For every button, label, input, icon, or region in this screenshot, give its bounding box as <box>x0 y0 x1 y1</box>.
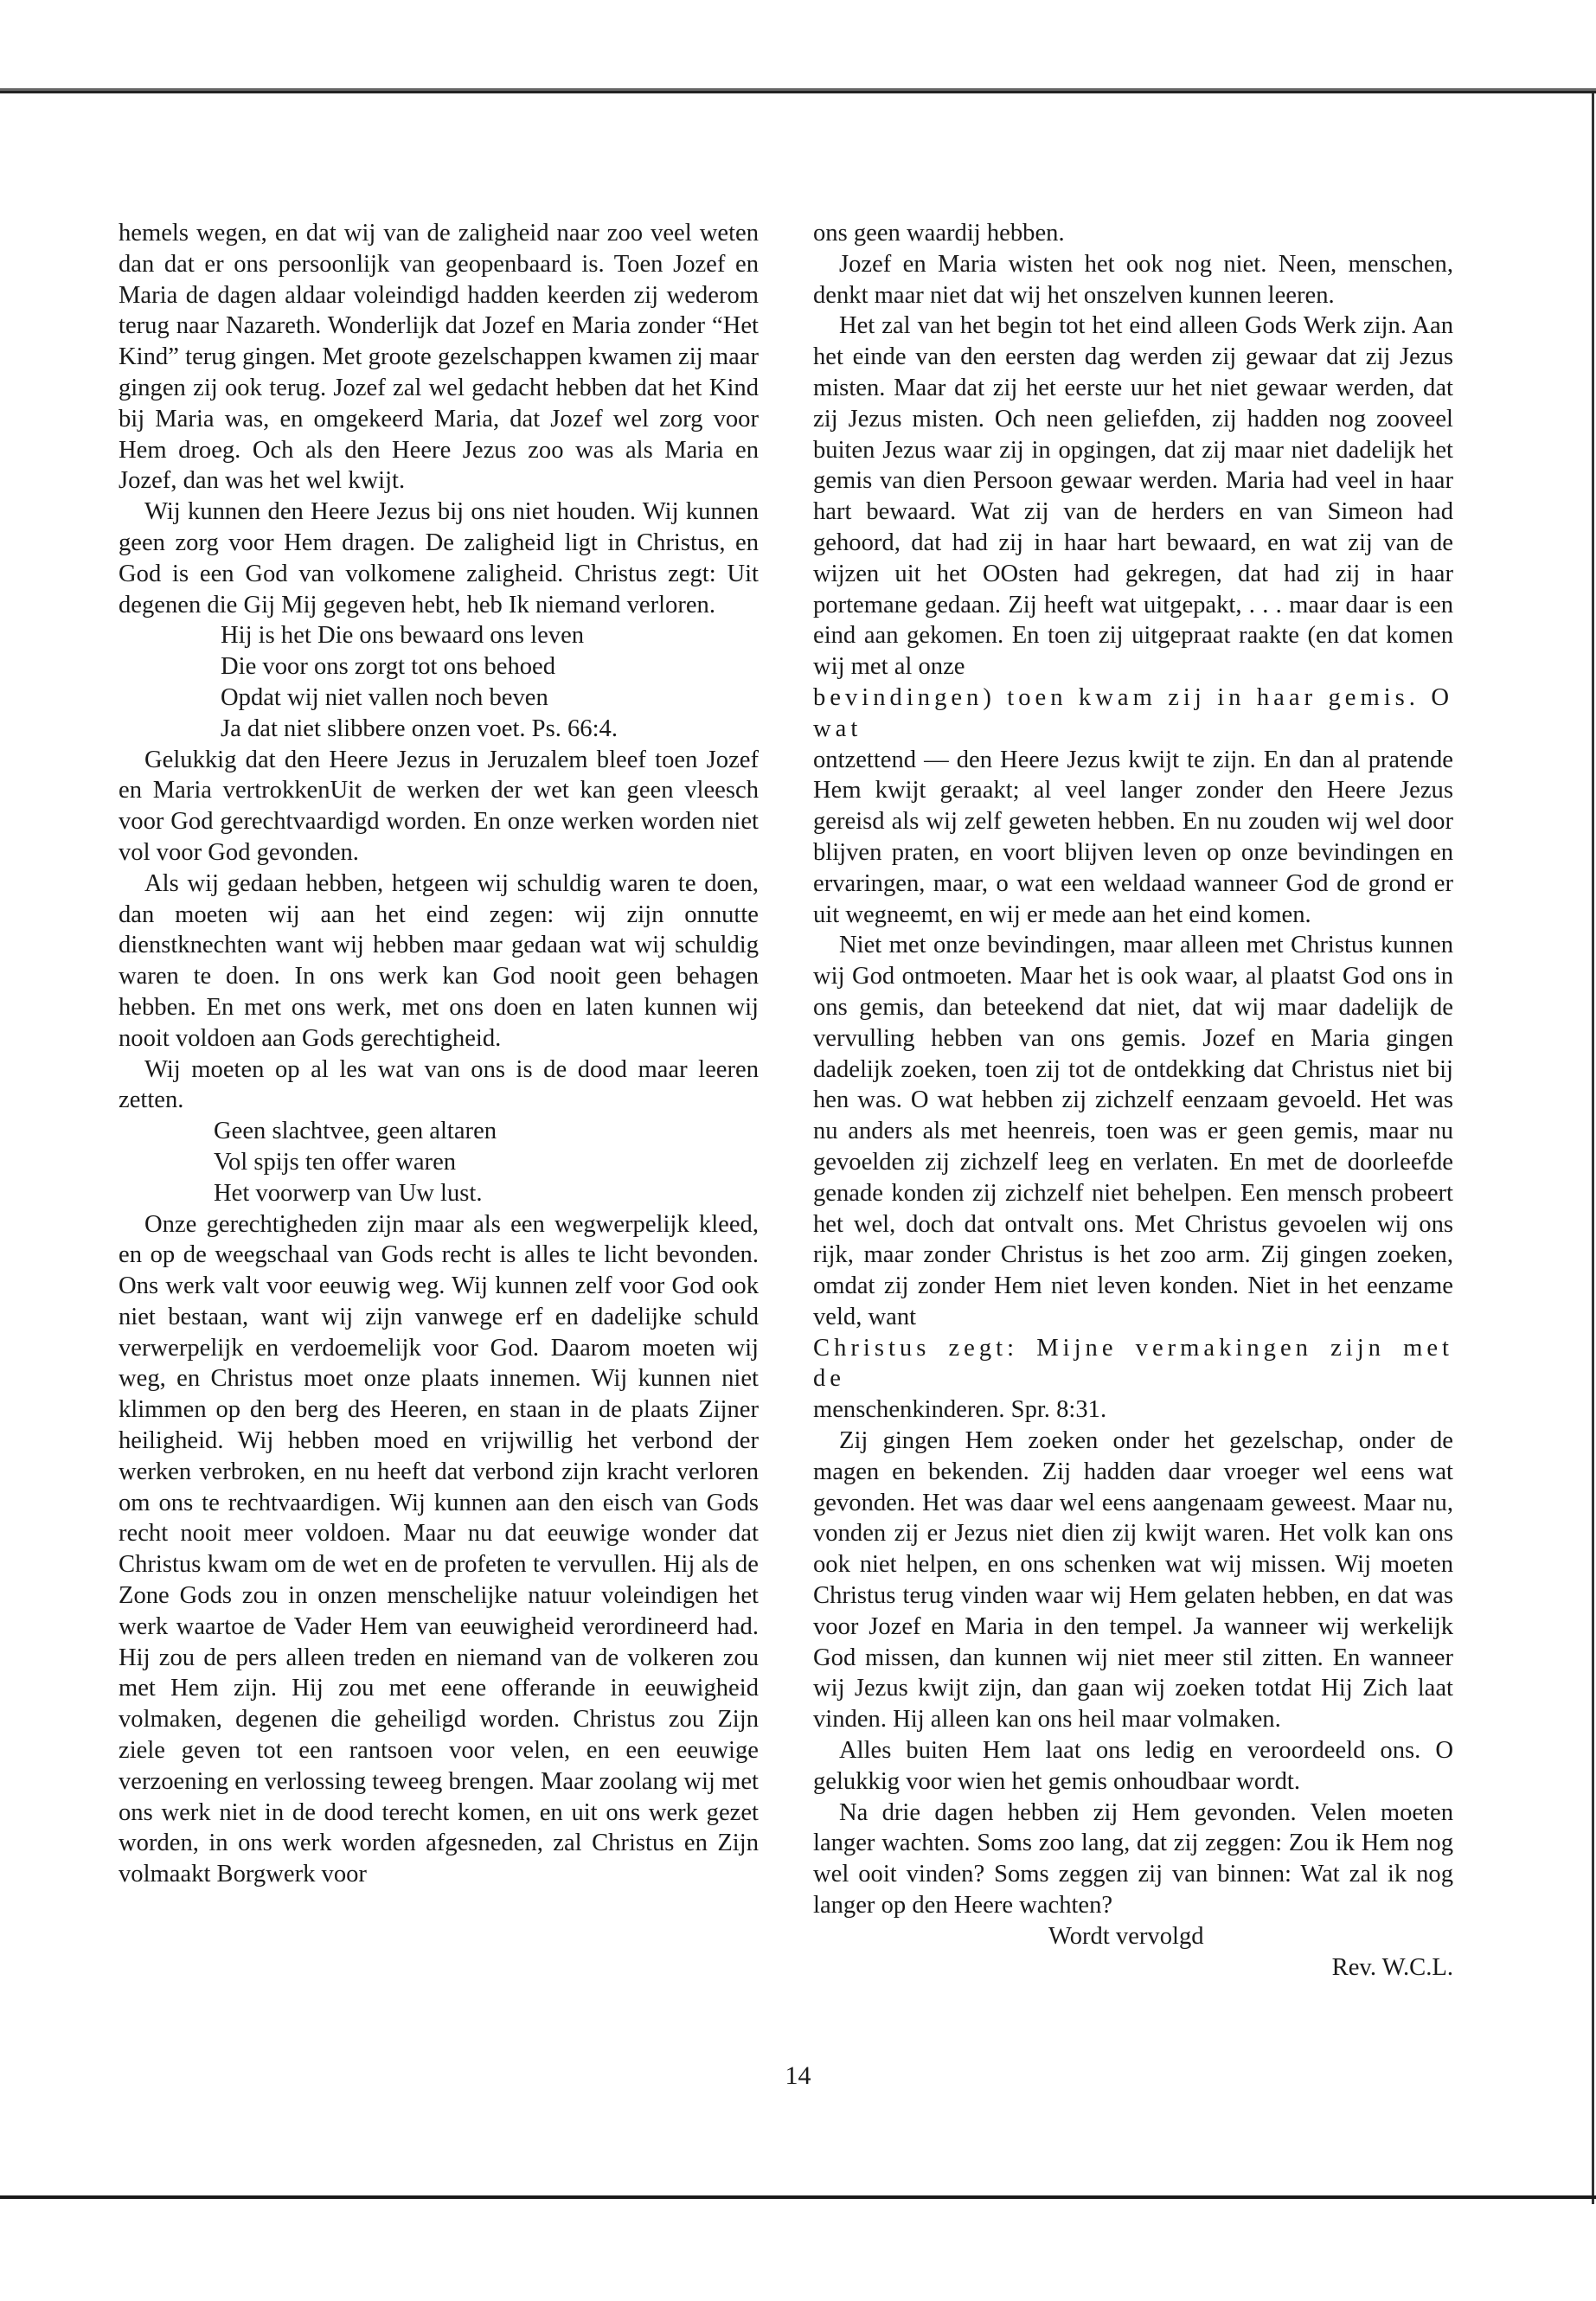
scan-frame-top <box>0 91 1596 96</box>
psalm-verse <box>119 620 759 744</box>
offering-verse <box>119 1116 759 1208</box>
right-paragraph-5: Zij gingen Hem zoeken onder het gezelschap, onder de magen en bekenden. Zij hadden daar vroeger wel eens wat gevonden. Het was daar wel eens aangenaam geweest. Maar nu, vonden zij er Jezus niet dien zij kwijt waren. Het volk kan ons ook niet helpen, en ons schenken wat wij missen. Wij moeten Christus terug vinden waar wij Hem gelaten hebben, en dat was voor Jozef en Maria in den tempel. Ja wanneer wij werkelijk God missen, dan kunnen wij niet meer stil zitten. En wanneer wij Jezus kwijt zijn, dan gaan wij zoeken totdat Hij Zich laat vinden. Hij alleen kan ons heil maar volmaken. <box>813 1427 1453 1734</box>
verse-line: Opdat wij niet vallen noch beven <box>221 683 548 711</box>
right-paragraph-7: Na drie dagen hebben zij Hem gevonden. Velen moeten langer wachten. Soms zoo lang, dat zij zeggen: Zou ik Hem nog wel ooit vinden? Soms zeggen zij van binnen: Wat zal ik nog langer op den Heere wachten? <box>813 1798 1453 1920</box>
verse-line: Vol spijs ten offer waren <box>214 1148 457 1176</box>
verse-line: Het voorwerp van Uw lust. <box>214 1179 483 1207</box>
right-column <box>813 218 1453 1983</box>
verse-line: Ja dat niet slibbere onzen voet. Ps. 66:4. <box>221 715 618 742</box>
scan-frame-right <box>1592 93 1594 2204</box>
left-paragraph-1: hemels wegen, en dat wij van de zaligheid naar zoo veel weten dan dat er ons persoonlijk van geopenbaard is. Toen Jozef en Maria de dagen aldaar voleindigd hadden keerden zij wederom terug naar Nazareth. Wonderlijk dat Jozef en Maria zonder “Het Kind” terug gingen. Met groote gezelschappen kwamen zij maar gingen zij ook terug. Jozef zal wel gedacht hebben dat het Kind bij Maria was, en omgekeerd Maria, dat Jozef wel zorg voor Hem droeg. Och als den Heere Jezus zoo was als Maria en Jozef, dan was het wel kwijt. <box>119 220 759 495</box>
right-paragraph-1: ons geen waardij hebben. <box>813 220 1065 247</box>
verse-line: Geen slachtvee, geen altaren <box>214 1118 497 1145</box>
right-paragraph-4c: menschenkinderen. Spr. 8:31. <box>813 1396 1107 1424</box>
verse-line: Hij is het Die ons bewaard ons leven <box>221 622 585 650</box>
author-signature: Rev. W.C.L. <box>1331 1953 1453 1981</box>
right-paragraph-2: Jozef en Maria wisten het ook nog niet. Neen, menschen, denkt maar niet dat wij het onszelven kunnen leeren. <box>813 250 1453 309</box>
left-paragraph-6: Onze gerechtigheden zijn maar als een wegwerpelijk kleed, en op de weegschaal van Gods recht is alles te licht bevonden. Ons werk valt voor eeuwig weg. Wij kunnen zelf voor God ook niet bestaan, want wij zijn vanwege erf en dadelijke schuld verwerpelijk en verdoemelijk voor God. Daarom moeten wij weg, en Christus moet onze plaats innemen. Wij kunnen niet klimmen op den berg des Heeren, en staan in de plaats Zijner heiligheid. Wij hebben moed en vrijwillig het verbond der werken verbroken, en nu heeft dat verbond zijn kracht verloren om ons te rechtvaardigen. Wij kunnen aan den eisch van Gods recht nooit meer voldoen. Maar nu dat eeuwige wonder dat Christus kwam om de wet en de profeten te vervullen. Hij als de Zone Gods zou in onzen menschelijke natuur voleindigen het werk waartoe de Vader Hem van eeuwigheid verordineerd had. Hij zou de pers alleen treden en niemand van de volkeren zou met Hem zijn. Hij zou met eene offerande in eeuwigheid volmaken, degenen die geheiligd worden. Christus zou Zijn ziele geven tot een rantsoen voor velen, en een eeuwige verzoening en verlossing teweeg brengen. Maar zoolang wij met ons werk niet in de dood terecht komen, en uit ons werk gezet worden, in ons werk worden afgesneden, zal Christus en Zijn volmaakt Borgwerk voor <box>119 1210 759 1888</box>
right-paragraph-6: Alles buiten Hem laat ons ledig en veroordeeld ons. O gelukkig voor wien het gemis onhoudbaar wordt. <box>813 1737 1453 1795</box>
left-column <box>119 218 759 1890</box>
scan-frame-bottom <box>0 2195 1596 2199</box>
page-number: 14 <box>785 2061 811 2090</box>
right-paragraph-3b: bevindingen) toen kwam zij in haar gemis. O wat <box>813 683 1453 742</box>
right-paragraph-4a: Niet met onze bevindingen, maar alleen met Christus kunnen wij God ontmoeten. Maar het is ook waar, al plaatst God ons in ons gemis, dan beteekend dat niet, dat wij maar dadelijk de vervulling hebben van ons gemis. Jozef en Maria gingen dadelijk zoeken, toen zij tot de ontdekking dat Christus niet bij hen was. O wat hebben zij zichzelf eenzaam gevoeld. Het was nu anders als met heenreis, toen was er geen gemis, maar nu gevoelden zij zichzelf leeg en verlaten. En met de doorleefde genade konden zij zichzelf niet behelpen. Een mensch probeert het wel, doch dat ontvalt ons. Met Christus gevoelen wij ons rijk, maar zonder Christus is het zoo arm. Zij gingen zoeken, omdat zij zonder Hem niet leven konden. Niet in het eenzame veld, want <box>813 932 1453 1330</box>
left-paragraph-5: Wij moeten op al les wat van ons is de dood maar leeren zetten. <box>119 1055 759 1114</box>
left-paragraph-2: Wij kunnen den Heere Jezus bij ons niet houden. Wij kunnen geen zorg voor Hem dragen. De zaligheid ligt in Christus, en God is een God van volkomene zaligheid. Christus zegt: Uit degenen die Gij Mij gegeven hebt, heb Ik niemand verloren. <box>119 498 759 619</box>
to-be-continued: Wordt vervolgd <box>1048 1922 1204 1950</box>
left-paragraph-3: Gelukkig dat den Heere Jezus in Jeruzalem bleef toen Jozef en Maria vertrokkenUit de werken der wet kan geen vleesch voor God gerechtvaardigd worden. En onze werken worden niet vol voor God gevonden. <box>119 746 759 866</box>
right-paragraph-3c: ontzettend — den Heere Jezus kwijt te zijn. En dan al pratende Hem kwijt geraakt; al veel langer zonder den Heere Jezus gereisd als wij zelf geweten hebben. En nu zouden wij wel door blijven praten, en voort blijven leven op onze bevindingen en ervaringen, maar, o wat een weldaad wanneer God de grond er uit wegneemt, en wij er mede aan het eind komen. <box>813 746 1453 928</box>
right-paragraph-3a: Het zal van het begin tot het eind alleen Gods Werk zijn. Aan het einde van den eersten dag werden zij gewaar dat zij Jezus misten. Maar dat zij het eerste uur het niet gewaar werden, dat zij Jezus misten. Och neen geliefden, zij hadden nog zooveel buiten Jezus waar zij in opgingen, dat zij maar niet dadelijk het gemis van dien Persoon gewaar werden. Maria had veel in haar hart bewaard. Wat zij van de herders en van Simeon had gehoord, dat had zij in haar hart bewaard, en wat zij van de wijzen uit het OOsten had gekregen, dat had zij in haar portemane gedaan. Zij heeft wat uitgepakt, . . . maar daar is een eind aan gekomen. En toen zij uitgepraat raakte (en dat komen wij met al onze <box>813 312 1453 681</box>
left-paragraph-4: Als wij gedaan hebben, hetgeen wij schuldig waren te doen, dan moeten wij aan het eind zegen: wij zijn onnutte dienstknechten want wij hebben maar gedaan wat wij schuldig waren te doen. In ons werk kan God nooit geen behagen hebben. En met ons werk, met ons doen en laten kunnen wij nooit voldoen aan Gods gerechtigheid. <box>119 869 759 1052</box>
verse-line: Die voor ons zorgt tot ons behoed <box>221 653 556 681</box>
right-paragraph-4b: Christus zegt: Mijne vermakingen zijn met de <box>813 1334 1453 1393</box>
